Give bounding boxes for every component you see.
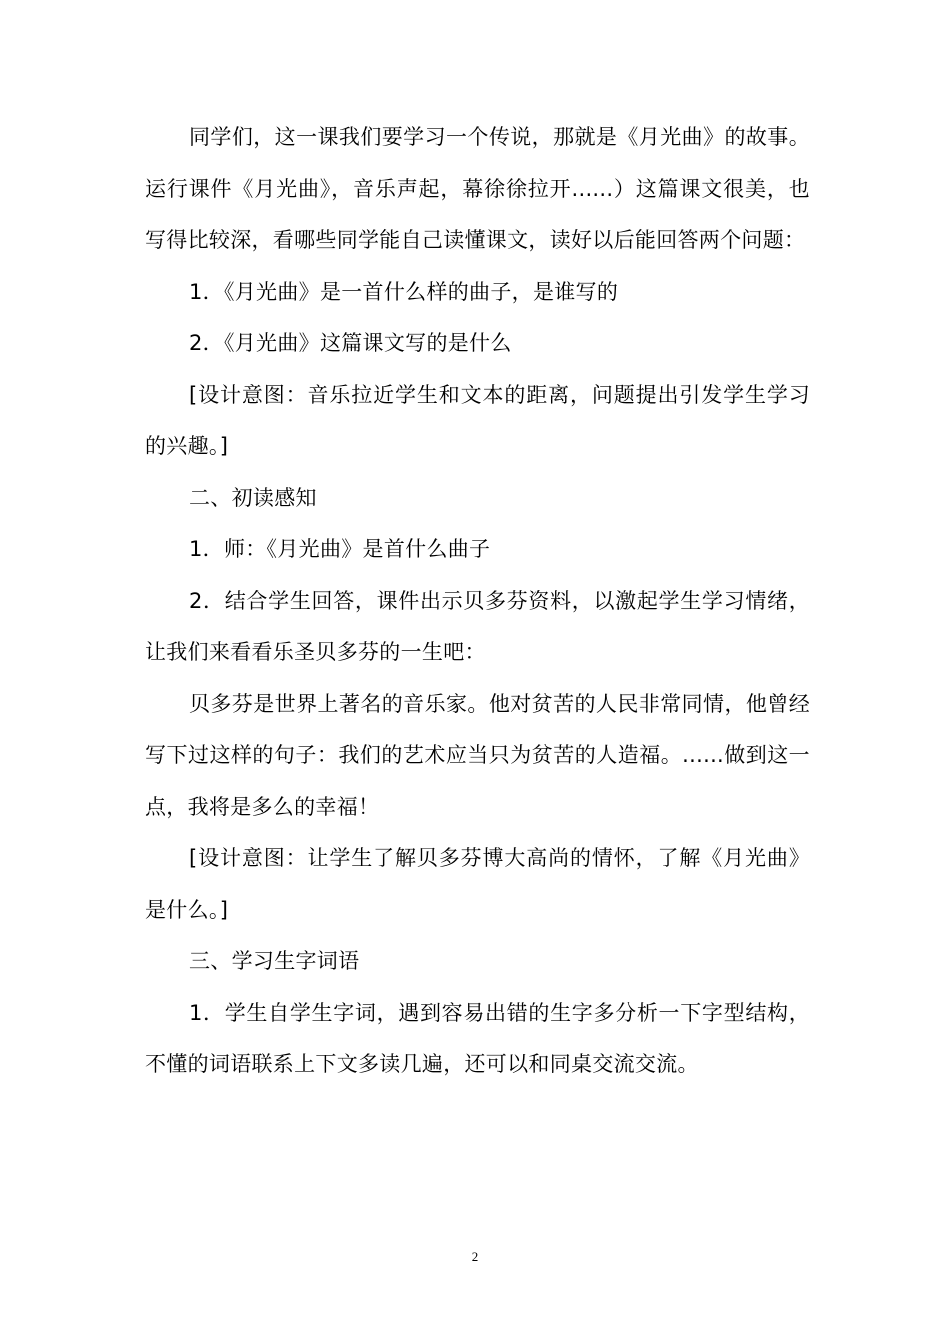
question-1: 1．《月光曲》是一首什么样的曲子，是谁写的 [189, 279, 619, 304]
vocab-item-1: 1．学生自学生字词，遇到容易出错的生字多分析一下字型结构，不懂的词语联系上下文多读几遍，还可以和同桌交流交流。 [145, 1000, 810, 1076]
question-2: 2．《月光曲》这篇课文写的是什么 [189, 331, 512, 355]
intro-paragraph: 同学们，这一课我们要学习一个传说，那就是《月光曲》的故事。运行课件《月光曲》，音乐声起，幕徐徐拉开......）这篇课文很美，也写得比较深，看哪些同学能自己读懂课文，读好以后能回答两个问题： [145, 125, 810, 252]
reading-item-1: 1．师：《月光曲》是首什么曲子 [189, 537, 491, 561]
document-body [145, 112, 810, 1091]
section-heading-3: 三、学习生字词语 [189, 949, 360, 973]
page-number: 2 [471, 1249, 479, 1264]
section-heading-2: 二、初读感知 [189, 485, 317, 510]
reading-item-2: 2．结合学生回答，课件出示贝多芬资料，以激起学生学习情绪，让我们来看看乐圣贝多芬的一生吧： [145, 588, 810, 664]
design-intent-2: [设计意图：让学生了解贝多芬博大高尚的情怀，了解《月光曲》是什么。] [145, 846, 810, 922]
beethoven-quote: 贝多芬是世界上著名的音乐家。他对贫苦的人民非常同情，他曾经写下过这样的句子：我们的艺术应当只为贫苦的人造福。......做到这一点，我将是多么的幸福！ [145, 691, 810, 819]
design-intent-1: [设计意图：音乐拉近学生和文本的距离，问题提出引发学生学习的兴趣。] [145, 382, 810, 458]
